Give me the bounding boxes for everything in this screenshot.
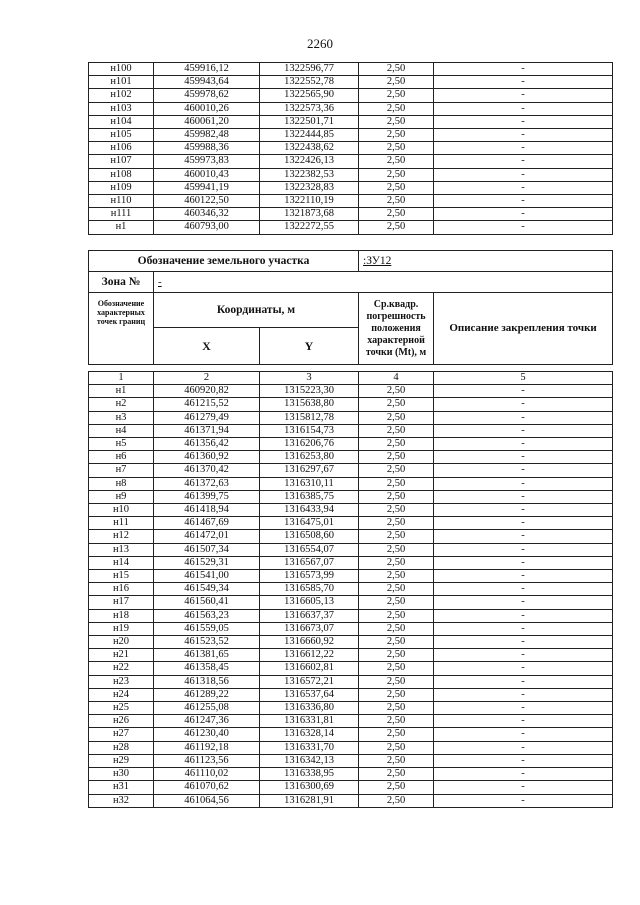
point-id-cell: н4	[89, 424, 154, 437]
table-row	[89, 477, 613, 490]
table-row	[89, 662, 613, 675]
description-cell: -	[434, 504, 613, 517]
table-row	[89, 675, 613, 688]
x-coordinate-cell: 459973,83	[154, 155, 260, 168]
x-coordinate-cell: 461110,02	[154, 768, 260, 781]
y-coordinate-cell: 1316385,75	[260, 490, 359, 503]
description-cell: -	[434, 89, 613, 102]
table-row	[89, 517, 613, 530]
error-cell: 2,50	[359, 768, 434, 781]
column-number: 1	[89, 372, 154, 385]
error-cell: 2,50	[359, 208, 434, 221]
table-row	[89, 490, 613, 503]
point-id-cell: н102	[89, 89, 154, 102]
point-id-cell: н2	[89, 398, 154, 411]
y-coordinate-cell: 1322110,19	[260, 195, 359, 208]
description-cell: -	[434, 181, 613, 194]
y-coordinate-cell: 1316475,01	[260, 517, 359, 530]
table-row	[89, 398, 613, 411]
x-coordinate-cell: 461360,92	[154, 451, 260, 464]
point-id-cell: н9	[89, 490, 154, 503]
x-coordinate-cell: 461064,56	[154, 794, 260, 807]
point-designation-header: Обозначение характерных точек границ	[89, 293, 154, 365]
point-id-cell: н101	[89, 76, 154, 89]
description-cell: -	[434, 438, 613, 451]
x-coordinate-cell: 460346,32	[154, 208, 260, 221]
point-id-cell: н23	[89, 675, 154, 688]
error-cell: 2,50	[359, 662, 434, 675]
table-row	[89, 438, 613, 451]
y-coordinate-cell: 1316310,11	[260, 477, 359, 490]
column-number: 5	[434, 372, 613, 385]
description-cell: -	[434, 451, 613, 464]
table-row	[89, 208, 613, 221]
x-coordinate-cell: 461529,31	[154, 556, 260, 569]
point-id-cell: н108	[89, 168, 154, 181]
description-cell: -	[434, 596, 613, 609]
point-id-cell: н32	[89, 794, 154, 807]
table-row	[89, 794, 613, 807]
table-row	[89, 649, 613, 662]
error-cell: 2,50	[359, 649, 434, 662]
parcel-header	[88, 250, 613, 365]
point-id-cell: н107	[89, 155, 154, 168]
error-cell: 2,50	[359, 438, 434, 451]
error-cell: 2,50	[359, 451, 434, 464]
error-cell: 2,50	[359, 115, 434, 128]
description-cell: -	[434, 609, 613, 622]
point-id-cell: н16	[89, 583, 154, 596]
y-coordinate-cell: 1322272,55	[260, 221, 359, 234]
description-cell: -	[434, 208, 613, 221]
x-coordinate-cell: 459982,48	[154, 129, 260, 142]
point-id-cell: н6	[89, 451, 154, 464]
error-header: Ср.квадр. погрешность положения характерной точки (Mt), м	[359, 293, 434, 365]
table-row	[89, 385, 613, 398]
error-cell: 2,50	[359, 477, 434, 490]
point-id-cell: н1	[89, 221, 154, 234]
description-cell: -	[434, 702, 613, 715]
y-coordinate-cell: 1316660,92	[260, 636, 359, 649]
y-coordinate-cell: 1322444,85	[260, 129, 359, 142]
point-id-cell: н11	[89, 517, 154, 530]
x-coordinate-cell: 459943,64	[154, 76, 260, 89]
x-coordinate-cell: 460061,20	[154, 115, 260, 128]
description-cell: -	[434, 570, 613, 583]
description-cell: -	[434, 195, 613, 208]
point-id-cell: н105	[89, 129, 154, 142]
x-coordinate-cell: 461279,49	[154, 411, 260, 424]
x-coordinate-cell: 461507,34	[154, 543, 260, 556]
error-cell: 2,50	[359, 728, 434, 741]
y-coordinate-cell: 1316281,91	[260, 794, 359, 807]
x-coordinate-cell: 460010,26	[154, 102, 260, 115]
table-row	[89, 63, 613, 76]
error-cell: 2,50	[359, 570, 434, 583]
error-cell: 2,50	[359, 142, 434, 155]
description-cell: -	[434, 477, 613, 490]
description-cell: -	[434, 464, 613, 477]
x-header: X	[154, 328, 260, 365]
point-id-cell: н111	[89, 208, 154, 221]
error-cell: 2,50	[359, 398, 434, 411]
table-row	[89, 411, 613, 424]
error-cell: 2,50	[359, 583, 434, 596]
y-coordinate-cell: 1316433,94	[260, 504, 359, 517]
point-id-cell: н109	[89, 181, 154, 194]
y-coordinate-cell: 1322596,77	[260, 63, 359, 76]
x-coordinate-cell: 461230,40	[154, 728, 260, 741]
table-row	[89, 781, 613, 794]
table-row	[89, 596, 613, 609]
error-cell: 2,50	[359, 76, 434, 89]
y-coordinate-cell: 1316605,13	[260, 596, 359, 609]
point-id-cell: н27	[89, 728, 154, 741]
y-coordinate-cell: 1316297,67	[260, 464, 359, 477]
point-id-cell: н24	[89, 688, 154, 701]
y-coordinate-cell: 1322426,13	[260, 155, 359, 168]
error-cell: 2,50	[359, 556, 434, 569]
y-coordinate-cell: 1316554,07	[260, 543, 359, 556]
y-coordinate-cell: 1322573,36	[260, 102, 359, 115]
y-coordinate-cell: 1322438,62	[260, 142, 359, 155]
error-cell: 2,50	[359, 195, 434, 208]
error-cell: 2,50	[359, 155, 434, 168]
y-coordinate-cell: 1316342,13	[260, 754, 359, 767]
y-header: Y	[260, 328, 359, 365]
point-id-cell: н15	[89, 570, 154, 583]
y-coordinate-cell: 1316331,70	[260, 741, 359, 754]
point-id-cell: н5	[89, 438, 154, 451]
y-coordinate-cell: 1316612,22	[260, 649, 359, 662]
error-cell: 2,50	[359, 89, 434, 102]
description-cell: -	[434, 662, 613, 675]
y-coordinate-cell: 1321873,68	[260, 208, 359, 221]
y-coordinate-cell: 1316673,07	[260, 622, 359, 635]
error-cell: 2,50	[359, 181, 434, 194]
x-coordinate-cell: 461559,05	[154, 622, 260, 635]
x-coordinate-cell: 461255,08	[154, 702, 260, 715]
y-coordinate-cell: 1316637,37	[260, 609, 359, 622]
description-cell: -	[434, 754, 613, 767]
point-id-cell: н18	[89, 609, 154, 622]
y-coordinate-cell: 1316585,70	[260, 583, 359, 596]
error-cell: 2,50	[359, 781, 434, 794]
point-id-cell: н103	[89, 102, 154, 115]
y-coordinate-cell: 1316336,80	[260, 702, 359, 715]
description-cell: -	[434, 115, 613, 128]
table-row	[89, 451, 613, 464]
error-cell: 2,50	[359, 385, 434, 398]
table-row	[89, 728, 613, 741]
y-coordinate-cell: 1322565,90	[260, 89, 359, 102]
table-row	[89, 181, 613, 194]
description-cell: -	[434, 411, 613, 424]
y-coordinate-cell: 1322501,71	[260, 115, 359, 128]
x-coordinate-cell: 459978,62	[154, 89, 260, 102]
column-number-row	[89, 372, 613, 385]
x-coordinate-cell: 459916,12	[154, 63, 260, 76]
y-coordinate-cell: 1315812,78	[260, 411, 359, 424]
main-table-body	[89, 385, 613, 808]
error-cell: 2,50	[359, 702, 434, 715]
y-coordinate-cell: 1316567,07	[260, 556, 359, 569]
description-cell: -	[434, 168, 613, 181]
description-cell: -	[434, 556, 613, 569]
point-id-cell: н10	[89, 504, 154, 517]
description-cell: -	[434, 155, 613, 168]
y-coordinate-cell: 1316253,80	[260, 451, 359, 464]
x-coordinate-cell: 461399,75	[154, 490, 260, 503]
error-cell: 2,50	[359, 715, 434, 728]
table-row	[89, 221, 613, 234]
y-coordinate-cell: 1316338,95	[260, 768, 359, 781]
table-row	[89, 168, 613, 181]
y-coordinate-cell: 1316328,14	[260, 728, 359, 741]
table-row	[89, 583, 613, 596]
y-coordinate-cell: 1316300,69	[260, 781, 359, 794]
table-row	[89, 464, 613, 477]
y-coordinate-cell: 1316508,60	[260, 530, 359, 543]
parcel-label: Обозначение земельного участка	[89, 251, 359, 272]
point-id-cell: н110	[89, 195, 154, 208]
table-row	[89, 155, 613, 168]
error-cell: 2,50	[359, 464, 434, 477]
error-cell: 2,50	[359, 622, 434, 635]
point-id-cell: н30	[89, 768, 154, 781]
x-coordinate-cell: 460920,82	[154, 385, 260, 398]
x-coordinate-cell: 461215,52	[154, 398, 260, 411]
point-id-cell: н14	[89, 556, 154, 569]
x-coordinate-cell: 460122,50	[154, 195, 260, 208]
x-coordinate-cell: 459988,36	[154, 142, 260, 155]
description-cell: -	[434, 129, 613, 142]
point-id-cell: н104	[89, 115, 154, 128]
error-cell: 2,50	[359, 129, 434, 142]
zone-label: Зона №	[89, 272, 154, 293]
error-cell: 2,50	[359, 411, 434, 424]
x-coordinate-cell: 461472,01	[154, 530, 260, 543]
description-cell: -	[434, 142, 613, 155]
error-cell: 2,50	[359, 168, 434, 181]
error-cell: 2,50	[359, 754, 434, 767]
x-coordinate-cell: 461523,52	[154, 636, 260, 649]
x-coordinate-cell: 461356,42	[154, 438, 260, 451]
table-row	[89, 115, 613, 128]
x-coordinate-cell: 461372,63	[154, 477, 260, 490]
description-header: Описание закрепления точки	[434, 293, 613, 365]
table-row	[89, 195, 613, 208]
point-id-cell: н12	[89, 530, 154, 543]
table-row	[89, 102, 613, 115]
table-row	[89, 142, 613, 155]
error-cell: 2,50	[359, 63, 434, 76]
point-id-cell: н29	[89, 754, 154, 767]
description-cell: -	[434, 398, 613, 411]
description-cell: -	[434, 794, 613, 807]
x-coordinate-cell: 461318,56	[154, 675, 260, 688]
table-row	[89, 424, 613, 437]
description-cell: -	[434, 530, 613, 543]
error-cell: 2,50	[359, 675, 434, 688]
x-coordinate-cell: 461560,41	[154, 596, 260, 609]
table-row	[89, 622, 613, 635]
point-id-cell: н106	[89, 142, 154, 155]
point-id-cell: н26	[89, 715, 154, 728]
error-cell: 2,50	[359, 596, 434, 609]
error-cell: 2,50	[359, 517, 434, 530]
error-cell: 2,50	[359, 221, 434, 234]
point-id-cell: н1	[89, 385, 154, 398]
description-cell: -	[434, 424, 613, 437]
description-cell: -	[434, 543, 613, 556]
coordinates-header: Координаты, м	[154, 293, 359, 328]
error-cell: 2,50	[359, 794, 434, 807]
description-cell: -	[434, 622, 613, 635]
y-coordinate-cell: 1322328,83	[260, 181, 359, 194]
x-coordinate-cell: 461467,69	[154, 517, 260, 530]
point-id-cell: н31	[89, 781, 154, 794]
x-coordinate-cell: 461070,62	[154, 781, 260, 794]
y-coordinate-cell: 1316206,76	[260, 438, 359, 451]
y-coordinate-cell: 1316602,81	[260, 662, 359, 675]
table-row	[89, 129, 613, 142]
table-row	[89, 504, 613, 517]
x-coordinate-cell: 461371,94	[154, 424, 260, 437]
error-cell: 2,50	[359, 609, 434, 622]
y-coordinate-cell: 1315638,80	[260, 398, 359, 411]
y-coordinate-cell: 1322552,78	[260, 76, 359, 89]
column-number: 4	[359, 372, 434, 385]
point-id-cell: н13	[89, 543, 154, 556]
table-row	[89, 688, 613, 701]
y-coordinate-cell: 1316154,73	[260, 424, 359, 437]
x-coordinate-cell: 461381,65	[154, 649, 260, 662]
error-cell: 2,50	[359, 424, 434, 437]
error-cell: 2,50	[359, 741, 434, 754]
error-cell: 2,50	[359, 543, 434, 556]
point-id-cell: н7	[89, 464, 154, 477]
top-coordinates-table	[88, 62, 613, 235]
point-id-cell: н21	[89, 649, 154, 662]
point-id-cell: н3	[89, 411, 154, 424]
point-id-cell: н8	[89, 477, 154, 490]
x-coordinate-cell: 461541,00	[154, 570, 260, 583]
table-row	[89, 636, 613, 649]
description-cell: -	[434, 517, 613, 530]
table-row	[89, 570, 613, 583]
x-coordinate-cell: 461549,34	[154, 583, 260, 596]
description-cell: -	[434, 688, 613, 701]
error-cell: 2,50	[359, 490, 434, 503]
error-cell: 2,50	[359, 102, 434, 115]
description-cell: -	[434, 741, 613, 754]
x-coordinate-cell: 461418,94	[154, 504, 260, 517]
x-coordinate-cell: 461192,18	[154, 741, 260, 754]
zone-value: -	[154, 272, 613, 293]
point-id-cell: н100	[89, 63, 154, 76]
table-row	[89, 768, 613, 781]
column-number: 3	[260, 372, 359, 385]
y-coordinate-cell: 1316537,64	[260, 688, 359, 701]
top-table-body	[89, 63, 613, 235]
table-row	[89, 543, 613, 556]
y-coordinate-cell: 1316331,81	[260, 715, 359, 728]
point-id-cell: н17	[89, 596, 154, 609]
description-cell: -	[434, 715, 613, 728]
description-cell: -	[434, 63, 613, 76]
description-cell: -	[434, 649, 613, 662]
column-number: 2	[154, 372, 260, 385]
error-cell: 2,50	[359, 688, 434, 701]
x-coordinate-cell: 460010,43	[154, 168, 260, 181]
y-coordinate-cell: 1316573,99	[260, 570, 359, 583]
table-row	[89, 715, 613, 728]
x-coordinate-cell: 461370,42	[154, 464, 260, 477]
y-coordinate-cell: 1316572,21	[260, 675, 359, 688]
table-row	[89, 754, 613, 767]
table-row	[89, 702, 613, 715]
point-id-cell: н28	[89, 741, 154, 754]
error-cell: 2,50	[359, 504, 434, 517]
y-coordinate-cell: 1322382,53	[260, 168, 359, 181]
x-coordinate-cell: 460793,00	[154, 221, 260, 234]
description-cell: -	[434, 728, 613, 741]
description-cell: -	[434, 385, 613, 398]
description-cell: -	[434, 490, 613, 503]
point-id-cell: н25	[89, 702, 154, 715]
description-cell: -	[434, 76, 613, 89]
table-row	[89, 76, 613, 89]
point-id-cell: н22	[89, 662, 154, 675]
main-coordinates-table	[88, 371, 613, 808]
point-id-cell: н19	[89, 622, 154, 635]
table-row	[89, 609, 613, 622]
description-cell: -	[434, 102, 613, 115]
table-row	[89, 89, 613, 102]
description-cell: -	[434, 781, 613, 794]
x-coordinate-cell: 461358,45	[154, 662, 260, 675]
page-number: 2260	[307, 36, 333, 51]
error-cell: 2,50	[359, 636, 434, 649]
table-row	[89, 530, 613, 543]
description-cell: -	[434, 768, 613, 781]
table-row	[89, 556, 613, 569]
description-cell: -	[434, 583, 613, 596]
description-cell: -	[434, 675, 613, 688]
x-coordinate-cell: 459941,19	[154, 181, 260, 194]
table-row	[89, 741, 613, 754]
description-cell: -	[434, 636, 613, 649]
parcel-value: :ЗУ12	[359, 251, 613, 272]
description-cell: -	[434, 221, 613, 234]
error-cell: 2,50	[359, 530, 434, 543]
x-coordinate-cell: 461563,23	[154, 609, 260, 622]
point-id-cell: н20	[89, 636, 154, 649]
x-coordinate-cell: 461289,22	[154, 688, 260, 701]
x-coordinate-cell: 461247,36	[154, 715, 260, 728]
y-coordinate-cell: 1315223,30	[260, 385, 359, 398]
x-coordinate-cell: 461123,56	[154, 754, 260, 767]
